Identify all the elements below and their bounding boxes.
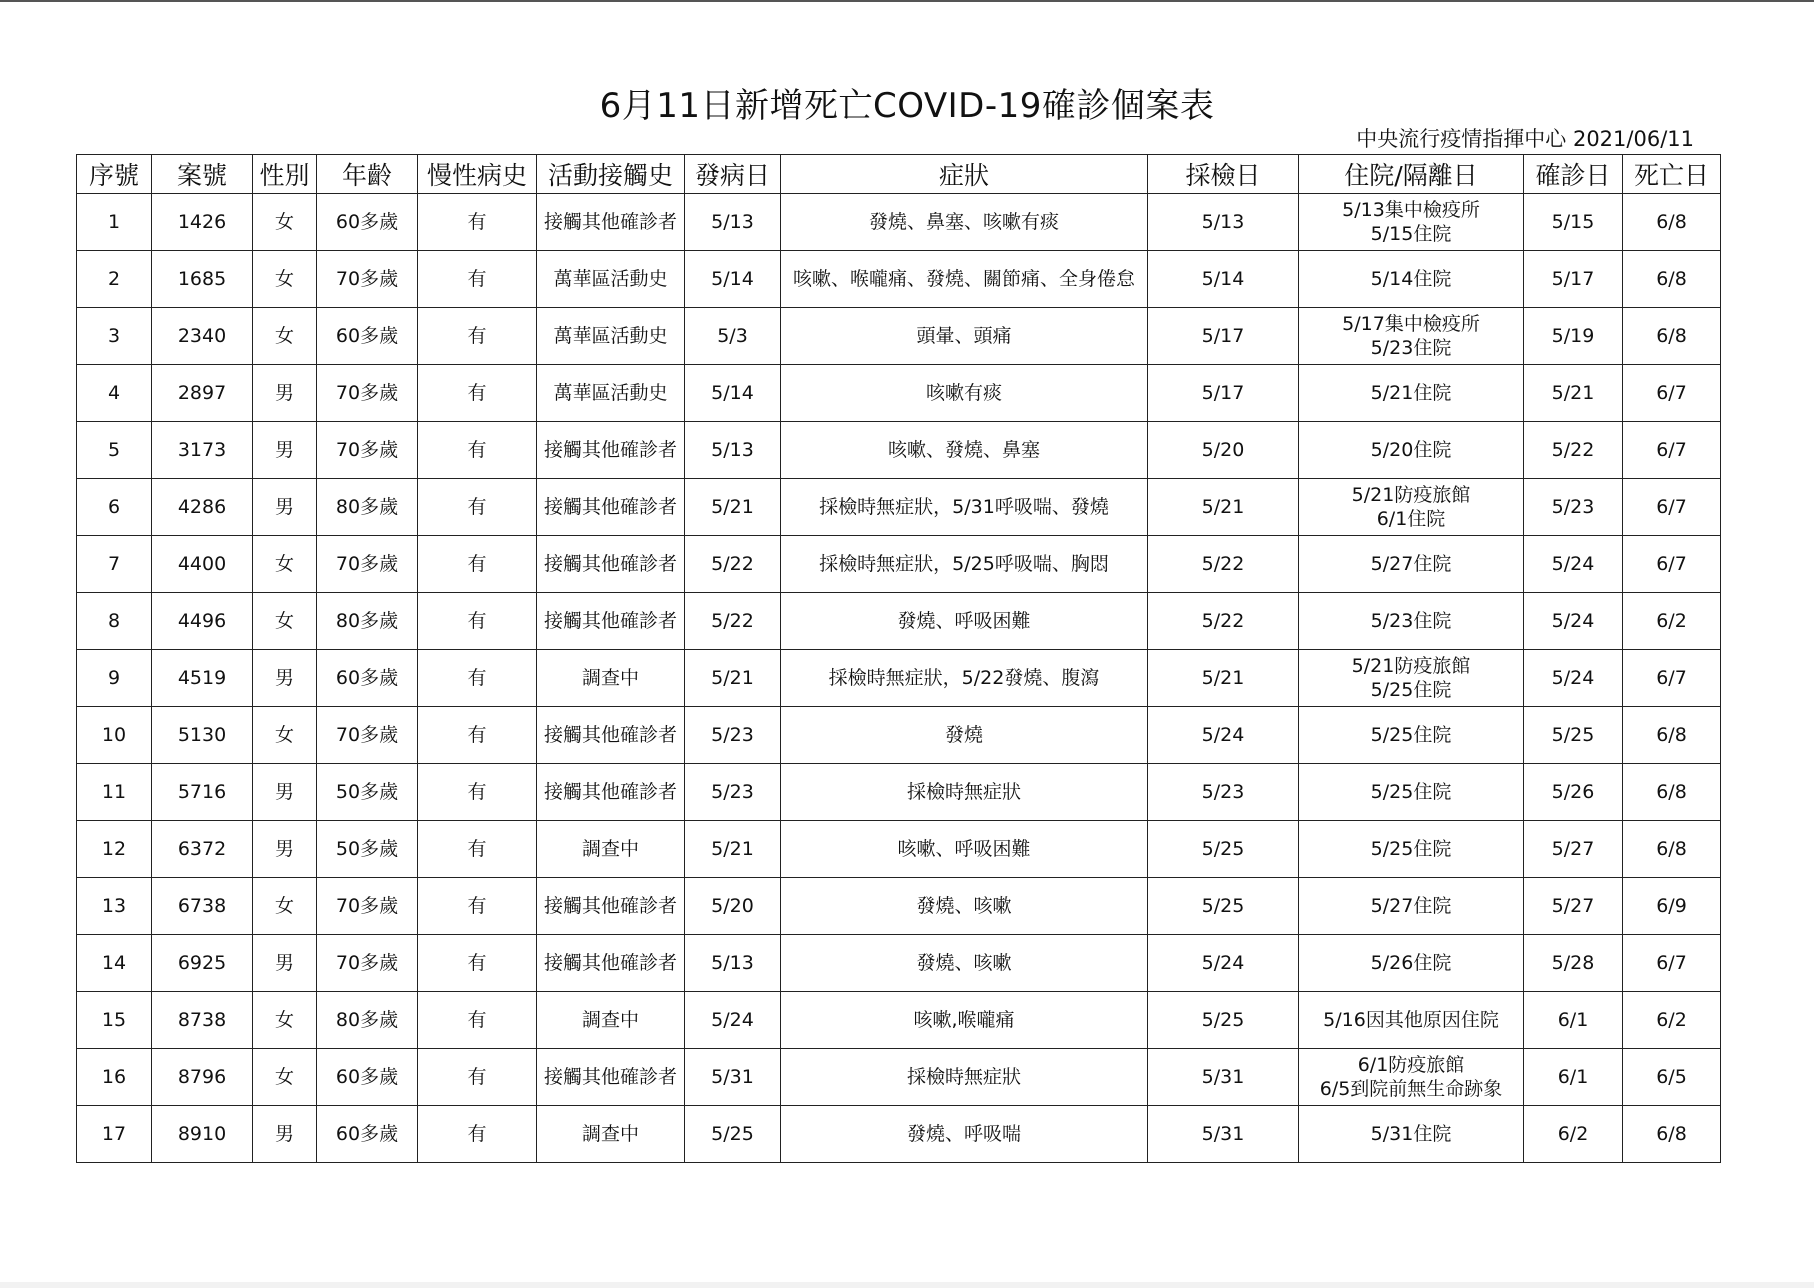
cell-serial: 6 [77, 479, 152, 536]
cell-serial: 7 [77, 536, 152, 593]
cell-chronic-history: 有 [418, 365, 537, 422]
hospitalization-line: 5/25住院 [1370, 724, 1452, 746]
table-row [77, 821, 1721, 878]
cell-serial: 17 [77, 1106, 152, 1163]
cell-death-date: 6/8 [1623, 821, 1721, 878]
cell-death-date: 6/2 [1623, 992, 1721, 1049]
cell-case-number: 1685 [152, 251, 253, 308]
table-row [77, 593, 1721, 650]
hospitalization-line: 5/13集中檢疫所 [1342, 199, 1480, 221]
table-body [77, 194, 1721, 1163]
cell-sampling-date: 5/23 [1148, 764, 1299, 821]
cell-death-date: 6/8 [1623, 707, 1721, 764]
cell-sex: 男 [253, 821, 317, 878]
cell-sampling-date: 5/31 [1148, 1049, 1299, 1106]
cell-contact-history: 接觸其他確診者 [537, 707, 685, 764]
cell-chronic-history: 有 [418, 650, 537, 707]
cell-sex: 男 [253, 935, 317, 992]
cell-age: 60多歲 [317, 194, 418, 251]
hospitalization-line: 5/25住院 [1370, 781, 1452, 803]
cell-serial: 12 [77, 821, 152, 878]
cell-confirmed-date: 5/26 [1524, 764, 1623, 821]
cell-age: 70多歲 [317, 707, 418, 764]
header-cell: 活動接觸史 [537, 155, 685, 194]
cell-case-number: 3173 [152, 422, 253, 479]
cell-confirmed-date: 5/24 [1524, 650, 1623, 707]
cell-symptoms: 咳嗽、喉嚨痛、發燒、關節痛、全身倦怠 [781, 251, 1148, 308]
cell-chronic-history: 有 [418, 878, 537, 935]
cell-onset-date: 5/20 [685, 878, 781, 935]
top-border-line [0, 0, 1814, 2]
cell-death-date: 6/7 [1623, 935, 1721, 992]
cell-contact-history: 萬華區活動史 [537, 365, 685, 422]
cell-hospitalization [1299, 1049, 1524, 1106]
cell-contact-history: 接觸其他確診者 [537, 935, 685, 992]
cell-contact-history: 接觸其他確診者 [537, 878, 685, 935]
cell-hospitalization [1299, 650, 1524, 707]
cell-chronic-history: 有 [418, 251, 537, 308]
cell-chronic-history: 有 [418, 821, 537, 878]
cell-sex: 男 [253, 365, 317, 422]
cell-chronic-history: 有 [418, 308, 537, 365]
page-title: 6月11日新增死亡COVID-19確診個案表 [599, 86, 1215, 126]
cell-contact-history: 調查中 [537, 1106, 685, 1163]
cell-symptoms: 發燒、咳嗽 [781, 878, 1148, 935]
cell-case-number: 4496 [152, 593, 253, 650]
cell-death-date: 6/7 [1623, 479, 1721, 536]
cell-serial: 3 [77, 308, 152, 365]
cell-sex: 女 [253, 1049, 317, 1106]
cell-onset-date: 5/25 [685, 1106, 781, 1163]
cell-sampling-date: 5/21 [1148, 650, 1299, 707]
cell-hospitalization [1299, 821, 1524, 878]
cell-serial: 1 [77, 194, 152, 251]
cell-case-number: 1426 [152, 194, 253, 251]
hospitalization-line: 5/25住院 [1370, 679, 1452, 701]
header-cell: 序號 [77, 155, 152, 194]
cell-symptoms: 頭暈、頭痛 [781, 308, 1148, 365]
cell-onset-date: 5/13 [685, 194, 781, 251]
cell-death-date: 6/7 [1623, 536, 1721, 593]
cell-contact-history: 接觸其他確診者 [537, 479, 685, 536]
cell-age: 60多歲 [317, 1106, 418, 1163]
cell-case-number: 4519 [152, 650, 253, 707]
cell-onset-date: 5/23 [685, 707, 781, 764]
cell-hospitalization [1299, 479, 1524, 536]
cell-sampling-date: 5/17 [1148, 365, 1299, 422]
cell-confirmed-date: 5/15 [1524, 194, 1623, 251]
header-cell: 住院/隔離日 [1299, 155, 1524, 194]
cell-age: 70多歲 [317, 536, 418, 593]
cell-hospitalization [1299, 536, 1524, 593]
hospitalization-line: 5/26住院 [1370, 952, 1452, 974]
header-cell: 死亡日 [1623, 155, 1721, 194]
cell-serial: 2 [77, 251, 152, 308]
table-header-row [77, 155, 1721, 194]
cell-sampling-date: 5/13 [1148, 194, 1299, 251]
cell-contact-history: 接觸其他確診者 [537, 764, 685, 821]
cell-sex: 女 [253, 536, 317, 593]
cell-confirmed-date: 6/1 [1524, 992, 1623, 1049]
cell-sex: 男 [253, 422, 317, 479]
cell-onset-date: 5/13 [685, 422, 781, 479]
cell-onset-date: 5/21 [685, 479, 781, 536]
cell-serial: 9 [77, 650, 152, 707]
cell-sex: 女 [253, 878, 317, 935]
cell-age: 60多歲 [317, 650, 418, 707]
cell-sampling-date: 5/22 [1148, 536, 1299, 593]
hospitalization-line: 5/16因其他原因住院 [1323, 1009, 1499, 1031]
cell-hospitalization [1299, 593, 1524, 650]
cell-chronic-history: 有 [418, 479, 537, 536]
cell-chronic-history: 有 [418, 1049, 537, 1106]
cell-symptoms: 採檢時無症狀，5/31呼吸喘、發燒 [781, 479, 1148, 536]
cell-age: 50多歲 [317, 764, 418, 821]
cell-hospitalization [1299, 707, 1524, 764]
cell-contact-history: 接觸其他確診者 [537, 422, 685, 479]
cell-onset-date: 5/23 [685, 764, 781, 821]
cell-confirmed-date: 6/2 [1524, 1106, 1623, 1163]
cell-contact-history: 接觸其他確診者 [537, 536, 685, 593]
cell-case-number: 5716 [152, 764, 253, 821]
cell-death-date: 6/7 [1623, 365, 1721, 422]
cell-contact-history: 接觸其他確診者 [537, 194, 685, 251]
cell-symptoms: 採檢時無症狀，5/25呼吸喘、胸悶 [781, 536, 1148, 593]
cell-symptoms: 咳嗽、發燒、鼻塞 [781, 422, 1148, 479]
cell-death-date: 6/5 [1623, 1049, 1721, 1106]
cell-sex: 女 [253, 707, 317, 764]
cell-serial: 5 [77, 422, 152, 479]
cell-contact-history: 萬華區活動史 [537, 308, 685, 365]
cell-sex: 男 [253, 479, 317, 536]
cell-serial: 10 [77, 707, 152, 764]
cell-sampling-date: 5/14 [1148, 251, 1299, 308]
cell-serial: 14 [77, 935, 152, 992]
cell-hospitalization [1299, 365, 1524, 422]
header-cell: 案號 [152, 155, 253, 194]
table-row [77, 194, 1721, 251]
hospitalization-line: 6/1防疫旅館 [1357, 1054, 1465, 1076]
hospitalization-line: 5/21防疫旅館 [1351, 655, 1471, 677]
cell-age: 60多歲 [317, 308, 418, 365]
cell-onset-date: 5/22 [685, 536, 781, 593]
cell-chronic-history: 有 [418, 422, 537, 479]
table-row [77, 308, 1721, 365]
cell-sampling-date: 5/22 [1148, 593, 1299, 650]
cell-sex: 女 [253, 194, 317, 251]
table-row [77, 764, 1721, 821]
cell-serial: 4 [77, 365, 152, 422]
cell-serial: 15 [77, 992, 152, 1049]
cell-chronic-history: 有 [418, 992, 537, 1049]
cell-death-date: 6/7 [1623, 422, 1721, 479]
cell-chronic-history: 有 [418, 707, 537, 764]
cell-death-date: 6/8 [1623, 251, 1721, 308]
cell-death-date: 6/2 [1623, 593, 1721, 650]
cell-sampling-date: 5/25 [1148, 992, 1299, 1049]
cell-sex: 女 [253, 308, 317, 365]
cell-serial: 16 [77, 1049, 152, 1106]
cell-contact-history: 萬華區活動史 [537, 251, 685, 308]
cell-hospitalization [1299, 422, 1524, 479]
cell-onset-date: 5/3 [685, 308, 781, 365]
cell-onset-date: 5/21 [685, 650, 781, 707]
cell-confirmed-date: 5/27 [1524, 878, 1623, 935]
cell-serial: 8 [77, 593, 152, 650]
header-cell: 症狀 [781, 155, 1148, 194]
cell-sampling-date: 5/17 [1148, 308, 1299, 365]
cell-symptoms: 咳嗽有痰 [781, 365, 1148, 422]
table-row [77, 536, 1721, 593]
bottom-page-edge [0, 1282, 1814, 1288]
cell-sampling-date: 5/24 [1148, 935, 1299, 992]
cell-symptoms: 咳嗽,喉嚨痛 [781, 992, 1148, 1049]
hospitalization-line: 5/25住院 [1370, 838, 1452, 860]
cell-case-number: 4286 [152, 479, 253, 536]
hospitalization-line: 5/21住院 [1370, 382, 1452, 404]
cell-hospitalization [1299, 764, 1524, 821]
cell-age: 60多歲 [317, 1049, 418, 1106]
cell-confirmed-date: 5/22 [1524, 422, 1623, 479]
cell-sex: 女 [253, 251, 317, 308]
cell-sex: 女 [253, 992, 317, 1049]
cell-case-number: 6925 [152, 935, 253, 992]
cell-case-number: 2340 [152, 308, 253, 365]
cell-contact-history: 調查中 [537, 650, 685, 707]
table-row [77, 935, 1721, 992]
cell-onset-date: 5/14 [685, 365, 781, 422]
table-row [77, 365, 1721, 422]
hospitalization-line: 6/5到院前無生命跡象 [1319, 1078, 1503, 1100]
issuer-date: 中央流行疫情指揮中心 2021/06/11 [1356, 127, 1694, 151]
cell-case-number: 6738 [152, 878, 253, 935]
table-row [77, 251, 1721, 308]
hospitalization-line: 5/20住院 [1370, 439, 1452, 461]
cell-sampling-date: 5/25 [1148, 878, 1299, 935]
cell-chronic-history: 有 [418, 764, 537, 821]
table-row [77, 878, 1721, 935]
cell-chronic-history: 有 [418, 536, 537, 593]
cell-confirmed-date: 5/17 [1524, 251, 1623, 308]
header-cell: 採檢日 [1148, 155, 1299, 194]
cell-confirmed-date: 5/27 [1524, 821, 1623, 878]
hospitalization-line: 5/21防疫旅館 [1351, 484, 1471, 506]
hospitalization-line: 5/31住院 [1370, 1123, 1452, 1145]
cell-chronic-history: 有 [418, 593, 537, 650]
cell-hospitalization [1299, 194, 1524, 251]
cell-chronic-history: 有 [418, 1106, 537, 1163]
hospitalization-line: 5/14住院 [1370, 268, 1452, 290]
cell-confirmed-date: 5/28 [1524, 935, 1623, 992]
hospitalization-line: 5/27住院 [1370, 895, 1452, 917]
cell-symptoms: 採檢時無症狀 [781, 764, 1148, 821]
cell-age: 70多歲 [317, 251, 418, 308]
cell-hospitalization [1299, 1106, 1524, 1163]
cell-death-date: 6/9 [1623, 878, 1721, 935]
table-row [77, 1106, 1721, 1163]
cell-sampling-date: 5/25 [1148, 821, 1299, 878]
cell-age: 70多歲 [317, 365, 418, 422]
death-cases-table [76, 154, 1721, 1163]
cell-contact-history: 接觸其他確診者 [537, 593, 685, 650]
cell-confirmed-date: 5/19 [1524, 308, 1623, 365]
cell-onset-date: 5/14 [685, 251, 781, 308]
cell-symptoms: 發燒、咳嗽 [781, 935, 1148, 992]
hospitalization-line: 5/17集中檢疫所 [1342, 313, 1480, 335]
cell-serial: 11 [77, 764, 152, 821]
cell-chronic-history: 有 [418, 935, 537, 992]
cell-sampling-date: 5/20 [1148, 422, 1299, 479]
cell-hospitalization [1299, 251, 1524, 308]
cell-sex: 男 [253, 764, 317, 821]
cell-age: 50多歲 [317, 821, 418, 878]
hospitalization-line: 6/1住院 [1376, 508, 1446, 530]
cell-death-date: 6/8 [1623, 764, 1721, 821]
cell-hospitalization [1299, 992, 1524, 1049]
cell-age: 70多歲 [317, 878, 418, 935]
cell-sex: 女 [253, 593, 317, 650]
cell-death-date: 6/8 [1623, 194, 1721, 251]
cell-case-number: 4400 [152, 536, 253, 593]
cell-hospitalization [1299, 878, 1524, 935]
cell-age: 70多歲 [317, 935, 418, 992]
cell-symptoms: 發燒、鼻塞、咳嗽有痰 [781, 194, 1148, 251]
cell-sampling-date: 5/21 [1148, 479, 1299, 536]
cell-onset-date: 5/21 [685, 821, 781, 878]
cell-case-number: 8796 [152, 1049, 253, 1106]
cell-contact-history: 調查中 [537, 821, 685, 878]
table-row [77, 707, 1721, 764]
cell-age: 80多歲 [317, 479, 418, 536]
header-cell: 確診日 [1524, 155, 1623, 194]
cell-sex: 男 [253, 1106, 317, 1163]
cell-hospitalization [1299, 935, 1524, 992]
cell-case-number: 5130 [152, 707, 253, 764]
cell-age: 80多歲 [317, 593, 418, 650]
cell-age: 70多歲 [317, 422, 418, 479]
table-row [77, 422, 1721, 479]
cell-confirmed-date: 5/23 [1524, 479, 1623, 536]
cell-sampling-date: 5/31 [1148, 1106, 1299, 1163]
cell-sex: 男 [253, 650, 317, 707]
cell-symptoms: 採檢時無症狀，5/22發燒、腹瀉 [781, 650, 1148, 707]
cell-death-date: 6/8 [1623, 1106, 1721, 1163]
cell-confirmed-date: 5/25 [1524, 707, 1623, 764]
cell-case-number: 6372 [152, 821, 253, 878]
header-cell: 發病日 [685, 155, 781, 194]
hospitalization-line: 5/23住院 [1370, 337, 1452, 359]
table-row [77, 992, 1721, 1049]
cell-onset-date: 5/24 [685, 992, 781, 1049]
cell-contact-history: 接觸其他確診者 [537, 1049, 685, 1106]
cell-age: 80多歲 [317, 992, 418, 1049]
hospitalization-line: 5/23住院 [1370, 610, 1452, 632]
cell-contact-history: 調查中 [537, 992, 685, 1049]
cell-symptoms: 採檢時無症狀 [781, 1049, 1148, 1106]
cell-confirmed-date: 5/24 [1524, 593, 1623, 650]
cell-sampling-date: 5/24 [1148, 707, 1299, 764]
hospitalization-line: 5/27住院 [1370, 553, 1452, 575]
cell-onset-date: 5/13 [685, 935, 781, 992]
table-row [77, 1049, 1721, 1106]
cell-onset-date: 5/31 [685, 1049, 781, 1106]
cell-chronic-history: 有 [418, 194, 537, 251]
cell-confirmed-date: 5/21 [1524, 365, 1623, 422]
cell-onset-date: 5/22 [685, 593, 781, 650]
table-row [77, 650, 1721, 707]
cell-case-number: 8738 [152, 992, 253, 1049]
header-cell: 性別 [253, 155, 317, 194]
cell-death-date: 6/8 [1623, 308, 1721, 365]
cell-symptoms: 咳嗽、呼吸困難 [781, 821, 1148, 878]
header-cell: 慢性病史 [418, 155, 537, 194]
hospitalization-line: 5/15住院 [1370, 223, 1452, 245]
cell-symptoms: 發燒、呼吸困難 [781, 593, 1148, 650]
cell-symptoms: 發燒、呼吸喘 [781, 1106, 1148, 1163]
cell-serial: 13 [77, 878, 152, 935]
cell-confirmed-date: 6/1 [1524, 1049, 1623, 1106]
cell-symptoms: 發燒 [781, 707, 1148, 764]
cell-case-number: 8910 [152, 1106, 253, 1163]
header-cell: 年齡 [317, 155, 418, 194]
cell-confirmed-date: 5/24 [1524, 536, 1623, 593]
cell-case-number: 2897 [152, 365, 253, 422]
table-row [77, 479, 1721, 536]
cell-hospitalization [1299, 308, 1524, 365]
cell-death-date: 6/7 [1623, 650, 1721, 707]
